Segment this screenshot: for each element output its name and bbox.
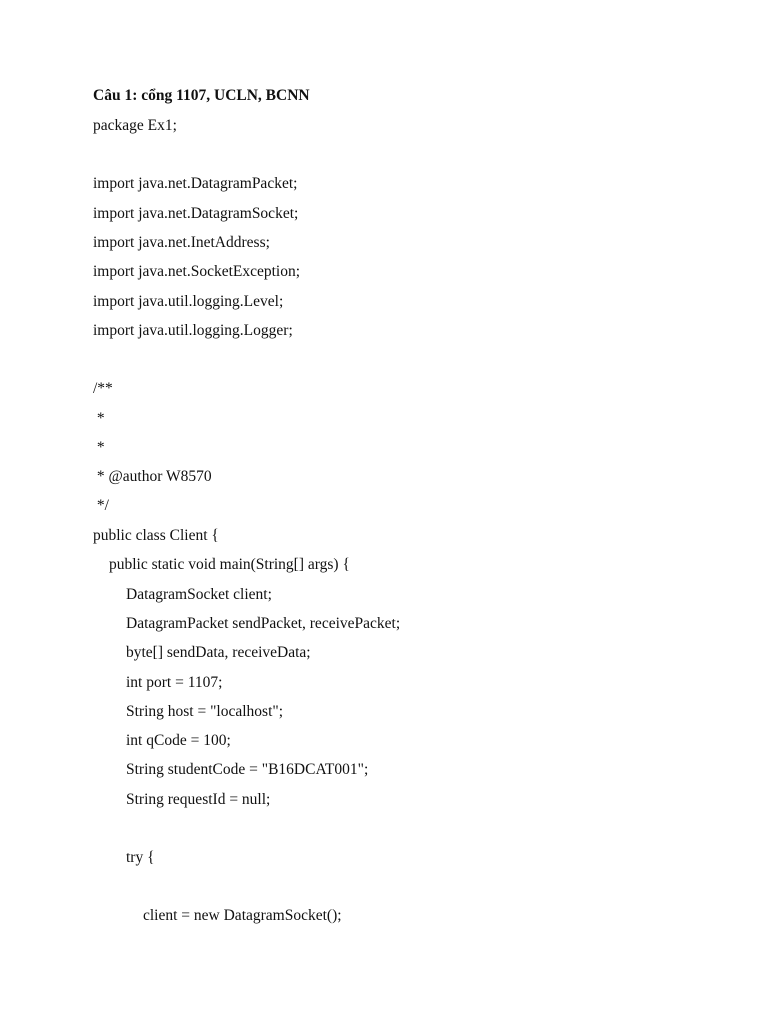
import-line: import java.net.DatagramPacket; xyxy=(93,175,298,192)
import-line: import java.util.logging.Logger; xyxy=(93,322,293,339)
comment-line: /** xyxy=(93,380,113,397)
code-line: int port = 1107; xyxy=(126,674,223,691)
class-declaration-line: public class Client { xyxy=(93,527,219,544)
code-line: int qCode = 100; xyxy=(126,732,231,749)
import-line: import java.net.SocketException; xyxy=(93,263,301,280)
import-line: import java.net.InetAddress; xyxy=(93,234,270,251)
code-line: client = new DatagramSocket(); xyxy=(143,907,342,924)
code-line: String studentCode = "B16DCAT001"; xyxy=(126,761,369,778)
code-line: DatagramPacket sendPacket, receivePacket; xyxy=(126,615,401,632)
question-heading: Câu 1: cổng 1107, UCLN, BCNN xyxy=(93,87,310,104)
package-line: package Ex1; xyxy=(93,117,177,134)
comment-line: * xyxy=(93,439,105,456)
import-line: import java.net.DatagramSocket; xyxy=(93,205,299,222)
try-line: try { xyxy=(126,849,155,866)
code-line: String host = "localhost"; xyxy=(126,703,284,720)
code-line: byte[] sendData, receiveData; xyxy=(126,644,311,661)
method-declaration-line: public static void main(String[] args) { xyxy=(109,556,350,573)
import-line: import java.util.logging.Level; xyxy=(93,293,284,310)
comment-line: * xyxy=(93,410,105,427)
code-line: String requestId = null; xyxy=(126,791,271,808)
code-line: DatagramSocket client; xyxy=(126,586,272,603)
comment-line: * @author W8570 xyxy=(93,468,212,485)
comment-line: */ xyxy=(93,497,109,514)
